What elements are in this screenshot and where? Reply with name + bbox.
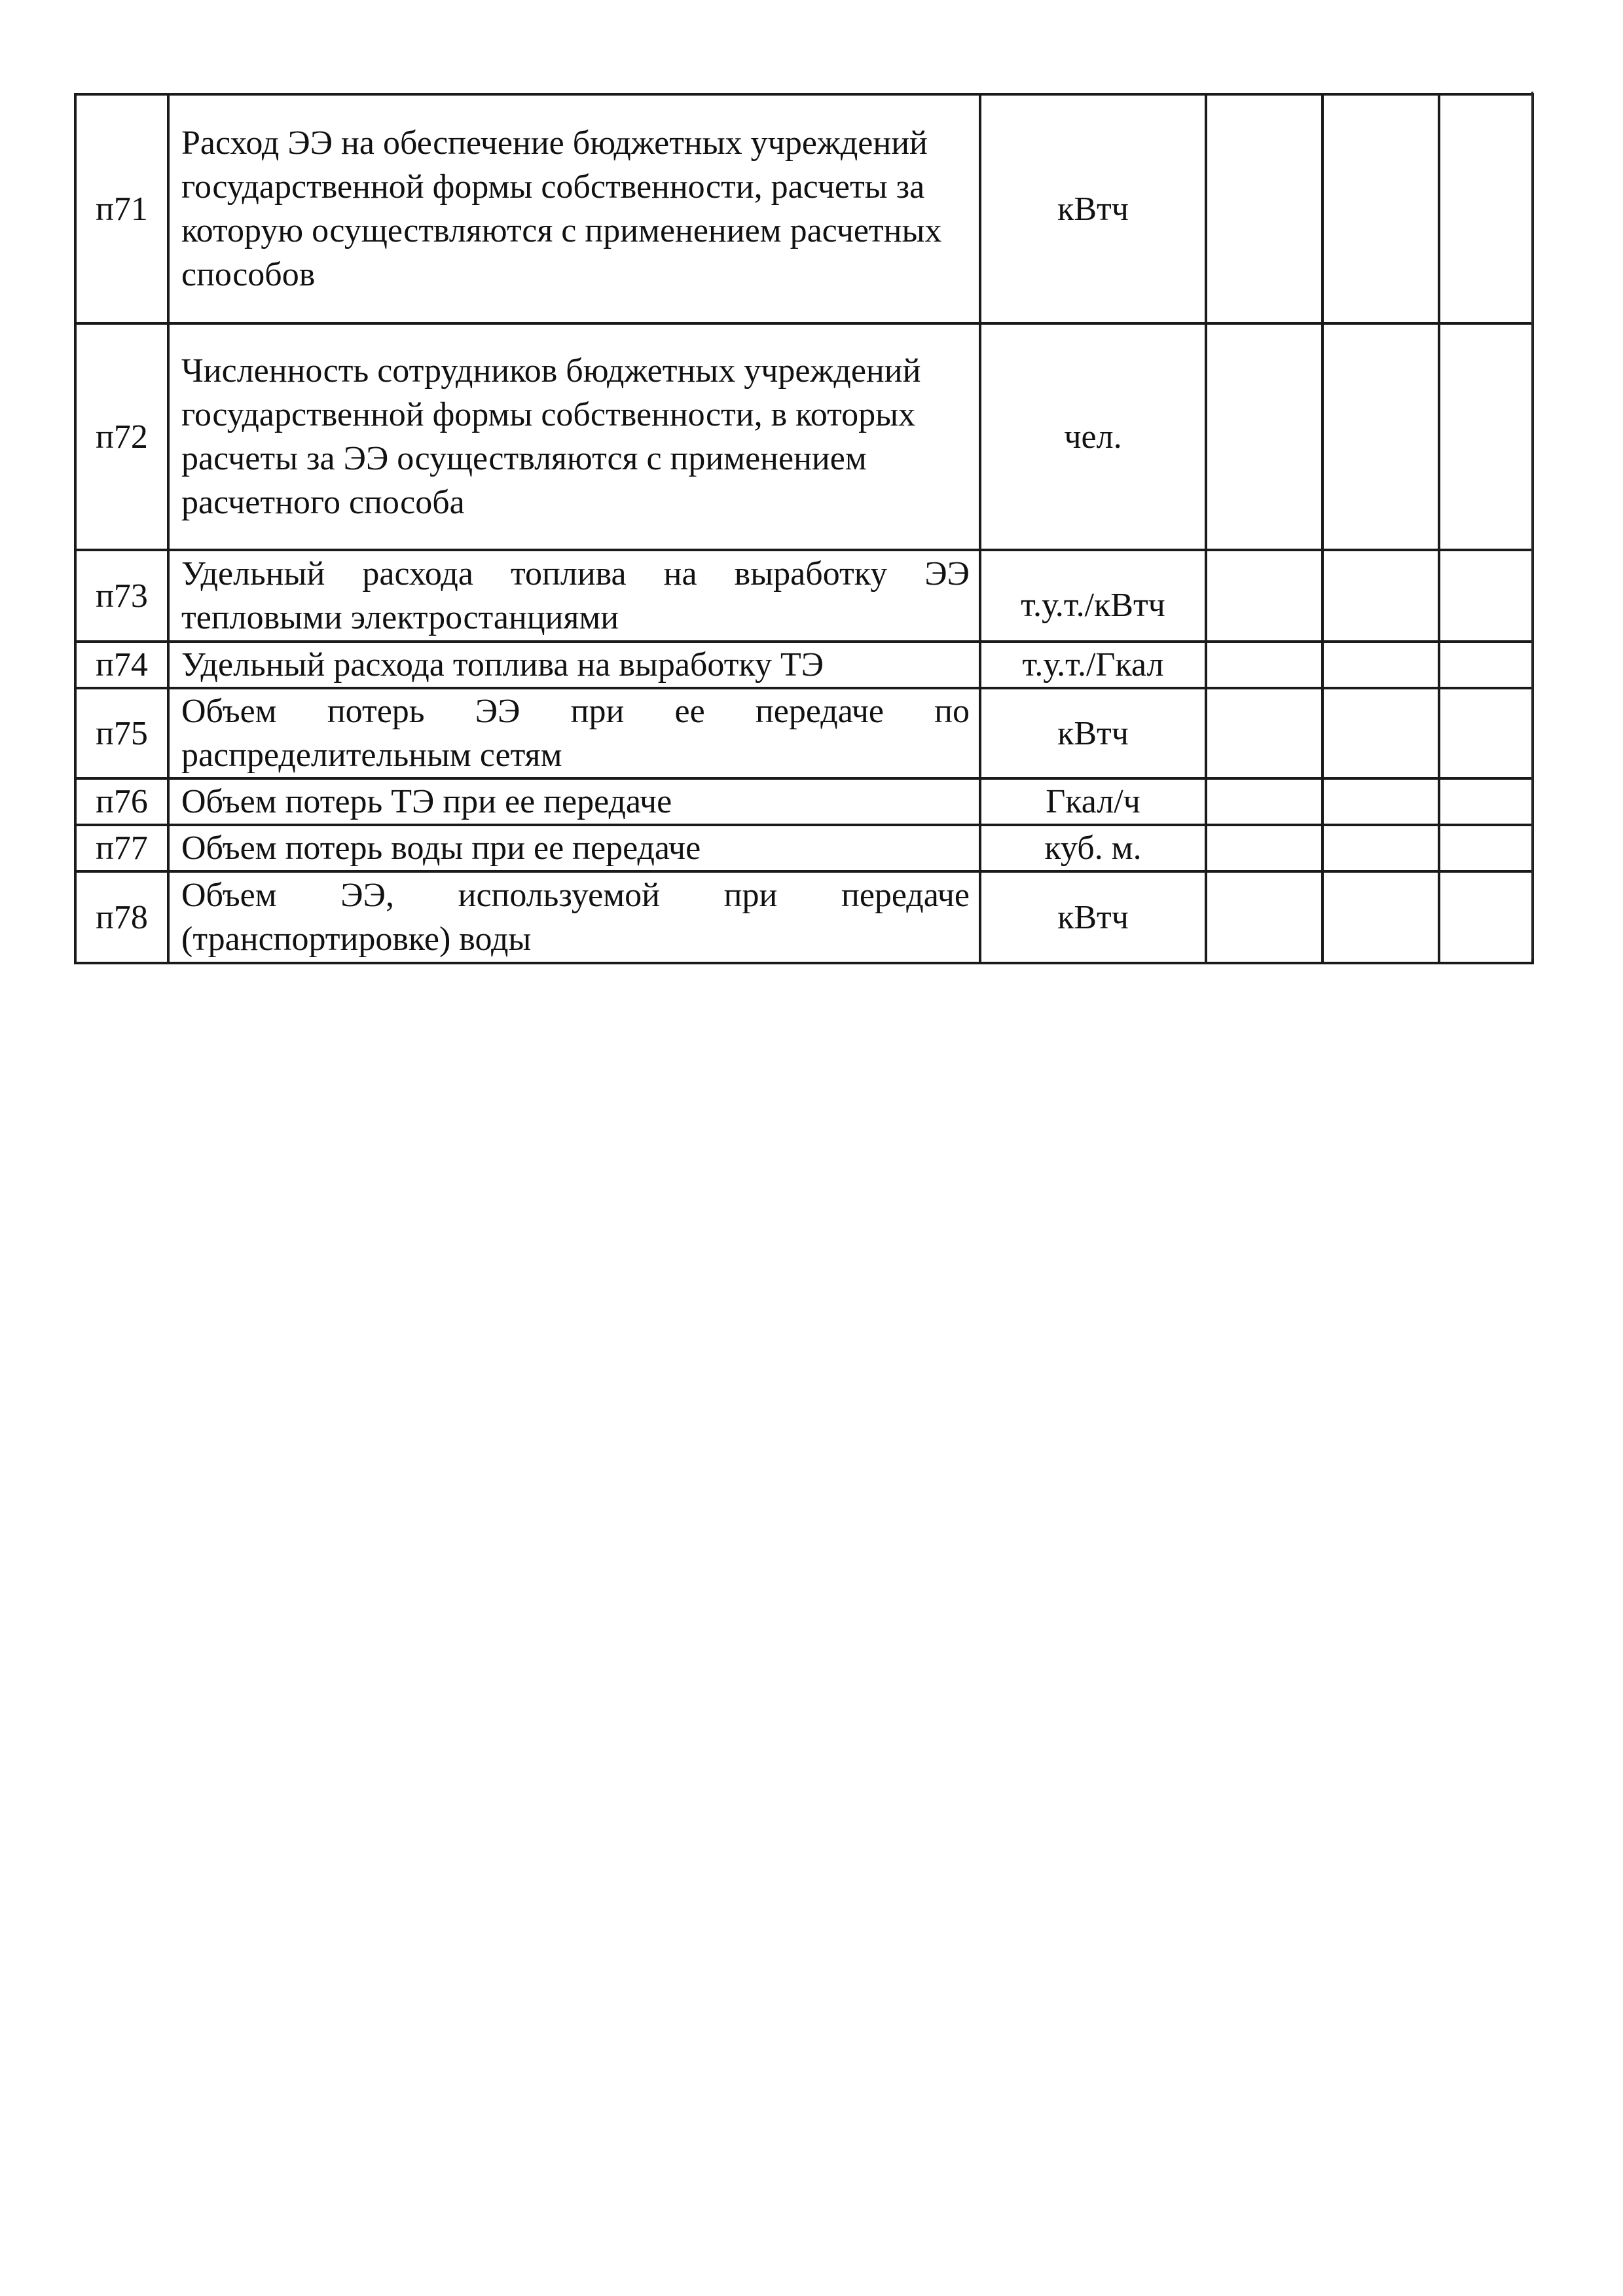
table-row: [75, 825, 1533, 871]
table-row: [75, 778, 1533, 825]
table-row: [75, 642, 1533, 688]
value-cell: [1439, 642, 1533, 688]
value-cell: [1322, 825, 1439, 871]
value-cell: [1322, 778, 1439, 825]
row-code: п74: [75, 642, 168, 688]
row-unit: куб. м.: [980, 825, 1206, 871]
value-cell: [1322, 323, 1439, 550]
row-description: Объем потерь ТЭ при ее передаче: [168, 778, 980, 825]
table-right-edge: [1531, 92, 1533, 959]
table-row: [75, 688, 1533, 778]
row-description: Объем потерь ЭЭ при ее передаче по распределительным сетям: [168, 688, 980, 778]
value-cell: [1439, 778, 1533, 825]
row-description: Удельный расхода топлива на выработку ЭЭ тепловыми электростанциями: [168, 550, 980, 642]
row-unit: Гкал/ч: [980, 778, 1206, 825]
value-cell: [1206, 94, 1322, 323]
value-cell: [1322, 94, 1439, 323]
indicators-table: [74, 93, 1534, 964]
value-cell: [1322, 550, 1439, 642]
value-cell: [1439, 323, 1533, 550]
row-unit: т.у.т./кВтч: [980, 550, 1206, 642]
table-row: [75, 94, 1533, 323]
value-cell: [1206, 323, 1322, 550]
value-cell: [1322, 688, 1439, 778]
row-code: п71: [75, 94, 168, 323]
row-code: п78: [75, 871, 168, 963]
row-unit: кВтч: [980, 94, 1206, 323]
row-code: п72: [75, 323, 168, 550]
row-description: Расход ЭЭ на обеспечение бюджетных учреждений государственной формы собственности, расчеты за которую осуществляются с применением расчетных способов: [168, 94, 980, 323]
value-cell: [1206, 642, 1322, 688]
row-description: Удельный расхода топлива на выработку ТЭ: [168, 642, 980, 688]
value-cell: [1322, 642, 1439, 688]
row-code: п73: [75, 550, 168, 642]
value-cell: [1439, 550, 1533, 642]
value-cell: [1439, 688, 1533, 778]
row-unit: чел.: [980, 323, 1206, 550]
table-row: [75, 550, 1533, 642]
row-description: Численность сотрудников бюджетных учреждений государственной формы собственности, в которых расчеты за ЭЭ осуществляются с применением расчетного способа: [168, 323, 980, 550]
value-cell: [1206, 871, 1322, 963]
row-code: п76: [75, 778, 168, 825]
row-code: п75: [75, 688, 168, 778]
value-cell: [1206, 688, 1322, 778]
value-cell: [1206, 778, 1322, 825]
row-unit: кВтч: [980, 688, 1206, 778]
table-row: [75, 323, 1533, 550]
row-description: Объем потерь воды при ее передаче: [168, 825, 980, 871]
value-cell: [1439, 94, 1533, 323]
table-row: [75, 871, 1533, 963]
value-cell: [1322, 871, 1439, 963]
row-code: п77: [75, 825, 168, 871]
row-unit: кВтч: [980, 871, 1206, 963]
row-unit: т.у.т./Гкал: [980, 642, 1206, 688]
value-cell: [1206, 825, 1322, 871]
value-cell: [1439, 825, 1533, 871]
value-cell: [1439, 871, 1533, 963]
value-cell: [1206, 550, 1322, 642]
row-description: Объем ЭЭ, используемой при передаче (транспортировке) воды: [168, 871, 980, 963]
